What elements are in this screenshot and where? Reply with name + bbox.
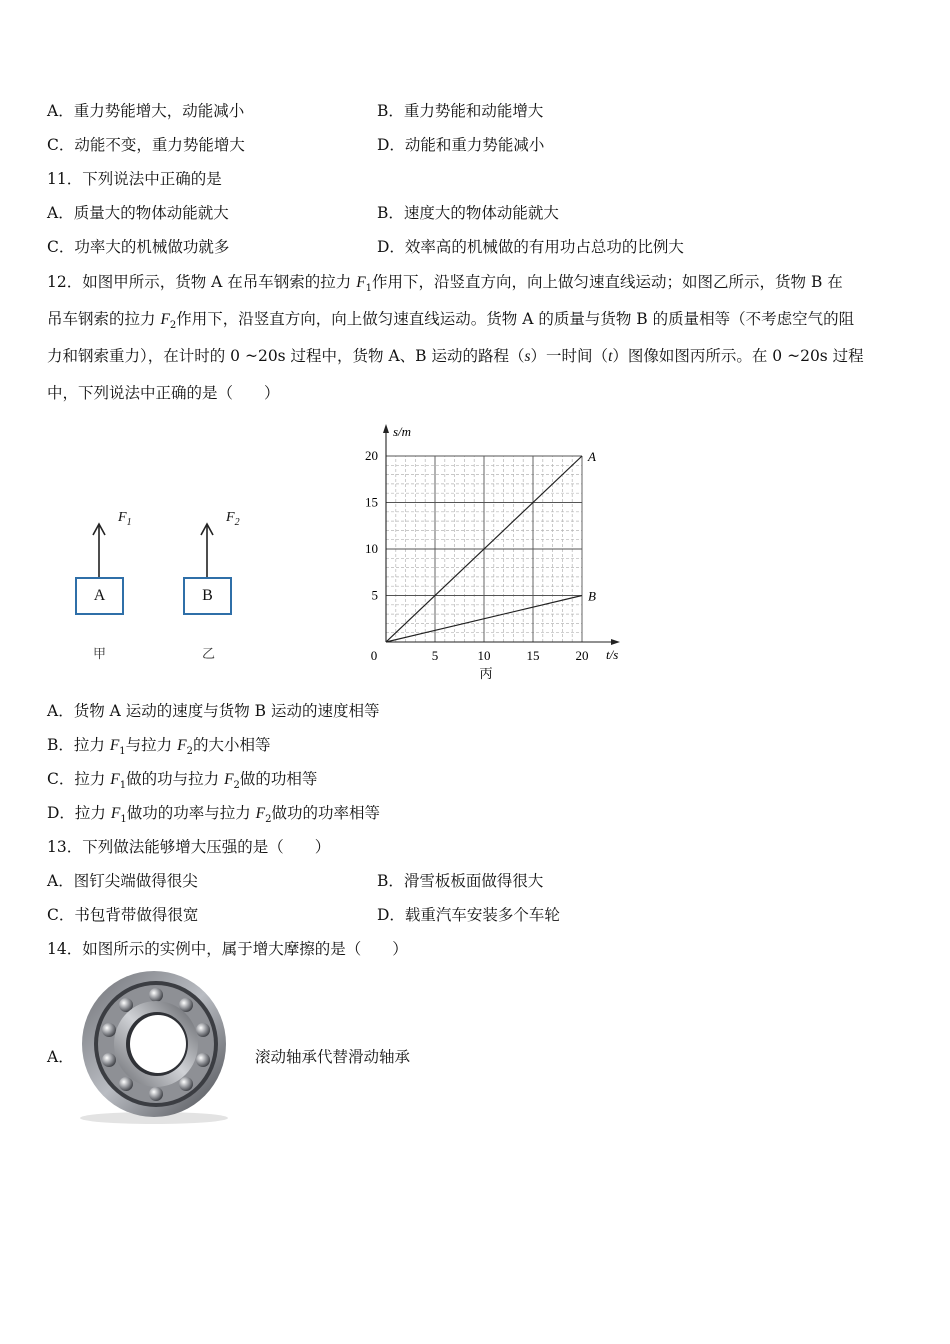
force-f2-sub: 2 [234,516,240,528]
q13-option-b: B．滑雪板板面做得很大 [377,872,544,890]
q11-stem: 11．下列说法中正确的是 [47,170,222,188]
f1-subscript: 1 [120,814,127,826]
f1-symbol: F [356,274,366,291]
ball-bearing-image [74,968,234,1126]
f2-symbol: F [160,311,170,328]
cargo-a-box: A [75,577,124,615]
st-chart [350,420,640,685]
f2-subscript: 2 [169,320,177,332]
x-axis-label: t/s [606,647,619,662]
q13-option-d: D．载重汽车安装多个车轮 [377,906,560,924]
q10-option-b: B．重力势能和动能增大 [377,102,544,120]
opt-text: 与拉力 [125,736,178,754]
force-f1-sub: 1 [126,516,132,528]
q12-stem-text: 12．如图甲所示，货物 A 在吊车钢索的拉力 [47,273,357,291]
q12-option-c [47,769,317,796]
opt-text: 做的功相等 [239,770,318,788]
x-tick-label: 15 [526,648,540,663]
f2-subscript: 2 [233,780,240,792]
q10-option-d: D．动能和重力势能减小 [377,136,545,154]
f1-symbol: F [110,771,120,788]
q13-option-c: C．书包背带做得很宽 [47,906,199,924]
y-tick-label: 20 [365,448,378,463]
opt-text: C．拉力 [47,770,111,788]
y-axis-arrow [383,424,389,433]
figure-jia-caption: 甲 [93,647,107,662]
q12-stem-text: 力和钢索重力），在计时的 0 ~20s 过程中，货物 A、B 运动的路程（ [47,347,525,365]
cargo-b-box: B [183,577,232,615]
f2-symbol: F [177,737,187,754]
force-f1-letter: F [118,510,127,525]
force-f2-label [226,510,240,528]
q11-option-b: B．速度大的物体动能就大 [377,204,559,222]
f2-subscript: 2 [186,746,193,758]
q12-option-a: A．货物 A 运动的速度与货物 B 运动的速度相等 [47,702,380,720]
t-variable: t [608,348,613,365]
x-tick-label: 5 [431,648,439,663]
opt-text: 做功的功率相等 [271,804,380,822]
q12-stem-text: 作用下，沿竖直方向，向上做匀速直线运动；如图乙所示，货物 B 在 [372,273,843,291]
series-label-b: B [588,588,596,604]
q12-option-d [47,803,380,830]
q12-stem-text: ）图像如图丙所示。在 0 ~20s 过程 [612,347,864,365]
f1-subscript: 1 [119,780,127,792]
f2-subscript: 2 [265,814,272,826]
x-tick-label: 0 [370,648,378,663]
q14-option-a-text: 滚动轴承代替滑动轴承 [255,1048,411,1066]
q13-option-a: A．图钉尖端做得很尖 [47,872,198,890]
q12-stem-text: 作用下，沿竖直方向，向上做匀速直线运动。货物 A 的质量与货物 B 的质量相等（不考虑空气的阻 [176,310,855,328]
q11-option-a: A．质量大的物体动能就大 [47,204,229,222]
opt-text: 做功的功率与拉力 [126,804,256,822]
chart-caption: 丙 [479,667,493,682]
y-axis-label: s/m [393,424,412,439]
x-axis-arrow [611,639,620,645]
opt-text: B．拉力 [47,736,110,754]
figure-jia [70,505,130,675]
q10-option-c: C．动能不变，重力势能增大 [47,136,245,154]
opt-text: 做的功与拉力 [126,770,225,788]
f1-subscript: 1 [119,746,126,758]
y-tick-label: 15 [365,494,378,510]
x-tick-label: 20 [575,648,589,663]
q12-stem-text: ）一时间（ [530,347,609,365]
force-f1-label [118,510,132,528]
f1-symbol: F [110,805,121,822]
q12-stem-line2 [47,309,854,336]
s-variable: s [524,348,531,365]
y-tick-label: 5 [371,587,378,603]
series-label-a: A [588,449,596,464]
f2-symbol: F [255,805,266,822]
q12-option-b [47,735,270,762]
y-tick-label: 10 [365,541,378,556]
opt-text: D．拉力 [47,804,111,822]
f1-subscript: 1 [365,283,373,295]
opt-text: 的大小相等 [192,736,271,754]
q14-stem: 14．如图所示的实例中，属于增大摩擦的是（ ） [47,940,408,958]
q12-stem-line3 [47,346,864,367]
q11-option-d: D．效率高的机械做的有用功占总功的比例大 [377,238,684,256]
q14-option-a-label: A． [47,1048,74,1066]
force-f2-letter: F [226,510,235,525]
x-tick-label: 10 [477,648,491,663]
q12-stem-line1 [47,272,843,299]
q12-stem-line4: 中，下列说法中正确的是（ ） [47,384,280,402]
q12-stem-text: 吊车钢索的拉力 [47,310,161,328]
q10-option-a: A．重力势能增大，动能减小 [47,102,245,120]
f2-symbol: F [224,771,234,788]
q11-option-c: C．功率大的机械做功就多 [47,238,230,256]
figure-yi-caption: 乙 [202,647,216,662]
figure-yi [178,505,248,675]
f1-symbol: F [109,737,120,754]
q13-stem: 13．下列做法能够增大压强的是（ ） [47,838,331,856]
